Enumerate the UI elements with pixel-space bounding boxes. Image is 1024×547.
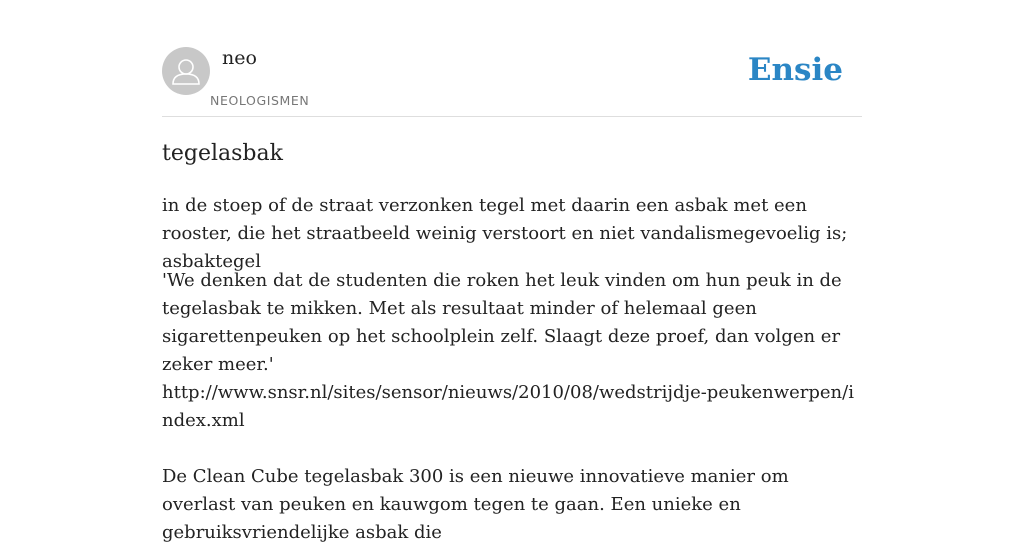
author-name[interactable]: neo — [222, 47, 257, 69]
user-avatar-icon[interactable] — [162, 47, 210, 95]
section-label[interactable]: NEOLOGISMEN — [210, 93, 310, 108]
example-source-link[interactable]: http://www.snsr.nl/sites/sensor/nieuws/2010/08/wedstrijdje-peukenwerpen/index.xml — [162, 382, 854, 431]
brand-logo[interactable]: Ensie — [747, 52, 843, 88]
entry-header — [162, 0, 862, 117]
entry-example — [162, 267, 862, 547]
entry-definition: in de stoep of de straat verzonken tegel met daarin een asbak met een rooster, die het straatbeeld weinig verstoort en niet vandalismegevoelig is; asbaktegel — [162, 195, 848, 272]
example-quote: 'We denken dat de studenten die roken het leuk vinden om hun peuk in de tegelasbak te mikken. Met als resultaat minder of helemaal geen sigarettenpeuken op het schoolplein zelf. Slaagt deze proef, dan volgen er zeker meer.' — [162, 270, 842, 375]
example-extra: De Clean Cube tegelasbak 300 is een nieuwe innovatieve manier om overlast van peuken en kauwgom tegen te gaan. Een unieke en gebruiksvriendelijke asbak die — [162, 466, 789, 543]
entry-title: tegelasbak — [162, 141, 283, 166]
page — [162, 0, 862, 543]
